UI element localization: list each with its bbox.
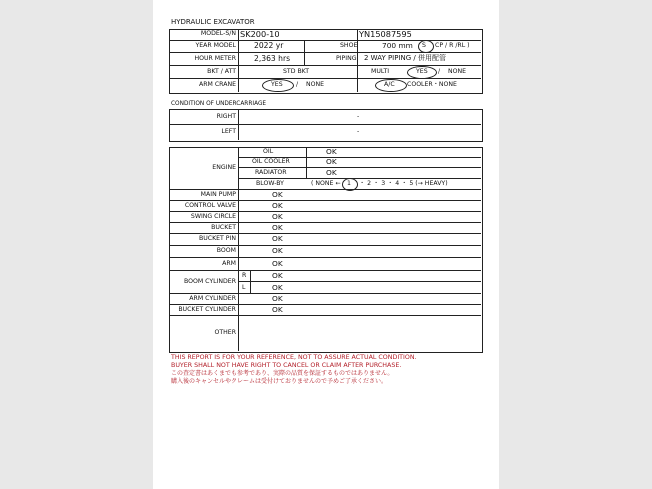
boom-cylinder-label: BOOM CYLINDER	[183, 278, 236, 285]
engine-blowby-label: BLOW-BY	[256, 180, 284, 187]
item-label-main-pump: MAIN PUMP	[200, 191, 236, 198]
shoe-label: SHOE	[340, 42, 358, 49]
disclaimer-line-1: THIS REPORT IS FOR YOUR REFERENCE, NOT TO ASSURE ACTUAL CONDITION.	[171, 354, 417, 361]
left-label: LEFT	[221, 128, 236, 135]
item-value-bucket: OK	[272, 223, 283, 232]
shoe-s-circle	[418, 40, 434, 53]
multi-none: NONE	[448, 68, 467, 75]
boom-cylinder-r-label: R	[242, 272, 247, 279]
item-label-swing-circle: SWING CIRCLE	[190, 213, 236, 220]
item-value-main-pump: OK	[272, 190, 283, 199]
bkt-value: STD BKT	[283, 68, 310, 75]
report-title: HYDRAULIC EXCAVATOR	[171, 18, 255, 26]
piping-label: PIPING	[336, 55, 357, 62]
right-label: RIGHT	[216, 113, 236, 120]
cooler-text: COOLER・NONE	[407, 81, 457, 88]
item-label-bucket-pin: BUCKET PIN	[199, 235, 236, 242]
engine-oilcooler-label: OIL COOLER	[252, 158, 290, 165]
engine-oilcooler-value: OK	[326, 157, 337, 166]
hour-value: 2,363 hrs	[254, 54, 291, 63]
other-label: OTHER	[214, 329, 236, 336]
hour-label: HOUR METER	[194, 55, 236, 62]
model-value: SK200-10	[240, 29, 280, 39]
item-label-arm: ARM	[222, 260, 236, 267]
multi-yes: YES	[416, 68, 428, 75]
model-label: MODEL-S/N	[200, 30, 236, 37]
crane-sep: /	[296, 81, 299, 88]
piping-value: 2 WAY PIPING / 併用配管	[364, 54, 447, 62]
boom-cylinder-r-value: OK	[272, 271, 283, 280]
shoe-s: S	[422, 42, 426, 49]
undercarriage-heading: CONDITION OF UNDERCARRIAGE	[171, 101, 267, 107]
bkt-label: BKT / ATT	[207, 68, 236, 75]
arm-cylinder-label: ARM CYLINDER	[189, 295, 236, 302]
boom-cylinder-l-value: OK	[272, 283, 283, 292]
shoe-options: CP / R /RL )	[435, 42, 470, 49]
shoe-value: 700 mm	[382, 41, 413, 50]
blowby-selected: 1	[347, 180, 351, 187]
blowby-scale-rest: ・ 2 ・ 3 ・ 4 ・ 5 (→ HEAVY)	[359, 180, 448, 187]
crane-label: ARM CRANE	[199, 81, 236, 88]
year-label: YEAR MODEL	[195, 42, 236, 49]
engine-oil-value: OK	[326, 147, 337, 156]
engine-radiator-label: RADIATOR	[255, 169, 287, 176]
year-value: 2022 yr	[254, 41, 284, 50]
bucket-cylinder-label: BUCKET CYLINDER	[178, 306, 236, 313]
ac-label: A/C	[384, 81, 395, 88]
serial-value: YN15087595	[359, 29, 412, 39]
disclaimer-line-3: この査定書はあくまでも参考であり、実際の品質を保証するものではありません。	[171, 370, 394, 377]
multi-sep: /	[438, 68, 441, 75]
disclaimer-line-4: 購入後のキャンセルやクレームは受付けておりませんので予めご了承ください。	[171, 378, 388, 385]
item-value-bucket-pin: OK	[272, 234, 283, 243]
boom-cylinder-l-label: L	[242, 284, 246, 291]
left-value: -	[357, 128, 360, 135]
crane-none: NONE	[306, 81, 325, 88]
item-value-swing-circle: OK	[272, 212, 283, 221]
crane-yes: YES	[271, 81, 283, 88]
multi-label: MULTI	[371, 68, 390, 75]
item-label-bucket: BUCKET	[211, 224, 236, 231]
engine-label: ENGINE	[212, 164, 236, 171]
item-value-control-valve: OK	[272, 201, 283, 210]
engine-oil-label: OIL	[263, 148, 274, 155]
item-value-arm: OK	[272, 259, 283, 268]
item-label-control-valve: CONTROL VALVE	[184, 202, 236, 209]
item-value-boom: OK	[272, 246, 283, 255]
engine-radiator-value: OK	[326, 168, 337, 177]
blowby-scale-start: ( NONE ←	[311, 180, 341, 187]
disclaimer-line-2: BUYER SHALL NOT HAVE RIGHT TO CANCEL OR CLAIM AFTER PURCHASE.	[171, 362, 402, 369]
arm-cylinder-value: OK	[272, 294, 283, 303]
item-label-boom: BOOM	[216, 247, 236, 254]
right-value: -	[357, 113, 360, 120]
bucket-cylinder-value: OK	[272, 305, 283, 314]
